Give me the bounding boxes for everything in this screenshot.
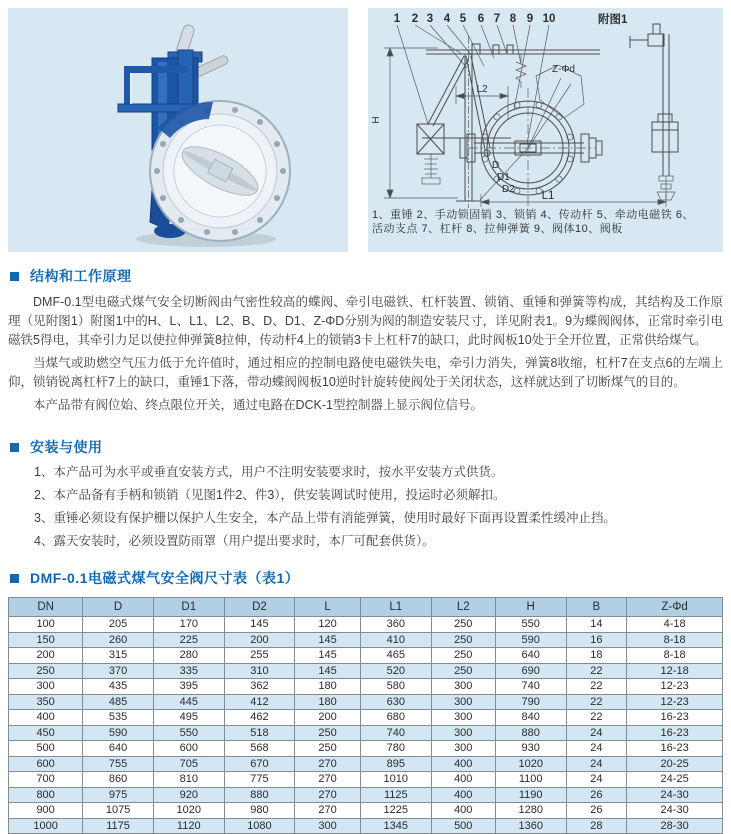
dim-label-d: D bbox=[492, 160, 500, 171]
table-cell: 24 bbox=[566, 741, 627, 757]
column-header: D bbox=[83, 598, 154, 617]
table-cell: 335 bbox=[153, 663, 224, 679]
table-row bbox=[9, 617, 723, 633]
table-cell: 12-18 bbox=[627, 663, 723, 679]
table-cell: 520 bbox=[360, 663, 431, 679]
dim-label-h: H bbox=[371, 116, 382, 124]
table-body bbox=[9, 617, 723, 834]
table-cell: 1075 bbox=[83, 803, 154, 819]
table-cell: 550 bbox=[495, 617, 566, 633]
table-cell: 400 bbox=[431, 756, 495, 772]
table-cell: 400 bbox=[431, 787, 495, 803]
table-cell: 250 bbox=[431, 617, 495, 633]
table-cell: 1125 bbox=[360, 787, 431, 803]
table-cell: 920 bbox=[153, 787, 224, 803]
table-cell: 500 bbox=[431, 818, 495, 834]
table-cell: 260 bbox=[83, 632, 154, 648]
table-cell: 145 bbox=[295, 648, 361, 664]
table-cell: 1020 bbox=[495, 756, 566, 772]
table-cell: 100 bbox=[9, 617, 83, 633]
figure-caption-line1: 1、重锤 2、手动锁固销 3、锁销 4、传动杆 5、牵动电磁铁 6、 bbox=[372, 209, 694, 221]
section-header bbox=[10, 266, 723, 286]
table-cell: 895 bbox=[360, 756, 431, 772]
section-title: 安装与使用 bbox=[30, 439, 103, 455]
table-cell: 250 bbox=[431, 648, 495, 664]
table-cell: 250 bbox=[431, 632, 495, 648]
figure-panel bbox=[368, 8, 723, 252]
table-cell: 810 bbox=[153, 772, 224, 788]
table-cell: 412 bbox=[224, 694, 295, 710]
table-cell: 26 bbox=[566, 787, 627, 803]
table-cell: 1225 bbox=[360, 803, 431, 819]
top-panels bbox=[8, 8, 723, 252]
table-cell: 16-23 bbox=[627, 741, 723, 757]
table-cell: 200 bbox=[224, 632, 295, 648]
part-number-label: 3 bbox=[426, 13, 434, 25]
table-cell: 145 bbox=[295, 663, 361, 679]
table-cell: 205 bbox=[83, 617, 154, 633]
table-cell: 170 bbox=[153, 617, 224, 633]
table-cell: 270 bbox=[295, 803, 361, 819]
table-cell: 370 bbox=[83, 663, 154, 679]
install-item: 3、重锤必须设有保护栅以保护人生安全，本产品上带有消能弹簧，使用时最好下面再设置柔性缓冲止挡。 bbox=[34, 511, 616, 525]
table-cell: 1360 bbox=[495, 818, 566, 834]
table-cell: 28-30 bbox=[627, 818, 723, 834]
table-cell: 16-23 bbox=[627, 710, 723, 726]
table-cell: 300 bbox=[431, 725, 495, 741]
table-cell: 255 bbox=[224, 648, 295, 664]
table-cell: 24-30 bbox=[627, 803, 723, 819]
table-cell: 14 bbox=[566, 617, 627, 633]
table-row bbox=[9, 787, 723, 803]
table-cell: 250 bbox=[295, 725, 361, 741]
table-row bbox=[9, 818, 723, 834]
table-cell: 410 bbox=[360, 632, 431, 648]
table-cell: 550 bbox=[153, 725, 224, 741]
section-header bbox=[10, 568, 723, 588]
section-structure bbox=[8, 266, 723, 415]
table-header-row bbox=[9, 598, 723, 617]
table-row bbox=[9, 679, 723, 695]
table-cell: 1280 bbox=[495, 803, 566, 819]
table-cell: 1345 bbox=[360, 818, 431, 834]
table-cell: 700 bbox=[9, 772, 83, 788]
table-cell: 145 bbox=[224, 617, 295, 633]
table-cell: 225 bbox=[153, 632, 224, 648]
table-cell: 18 bbox=[566, 648, 627, 664]
table-cell: 1100 bbox=[495, 772, 566, 788]
table-cell: 300 bbox=[295, 818, 361, 834]
table-cell: 640 bbox=[83, 741, 154, 757]
table-cell: 1190 bbox=[495, 787, 566, 803]
table-cell: 250 bbox=[431, 663, 495, 679]
figure-label: 附图1 bbox=[598, 14, 628, 26]
section-title: 结构和工作原理 bbox=[30, 268, 132, 284]
dim-label-l2: L2 bbox=[476, 84, 488, 95]
table-cell: 250 bbox=[295, 741, 361, 757]
table-cell: 22 bbox=[566, 710, 627, 726]
table-cell: 150 bbox=[9, 632, 83, 648]
table-cell: 465 bbox=[360, 648, 431, 664]
table-cell: 740 bbox=[495, 679, 566, 695]
table-cell: 450 bbox=[9, 725, 83, 741]
table-cell: 315 bbox=[83, 648, 154, 664]
column-header: L2 bbox=[431, 598, 495, 617]
column-header: D2 bbox=[224, 598, 295, 617]
table-cell: 310 bbox=[224, 663, 295, 679]
table-cell: 670 bbox=[224, 756, 295, 772]
table-cell: 600 bbox=[9, 756, 83, 772]
table-row bbox=[9, 803, 723, 819]
table-cell: 180 bbox=[295, 694, 361, 710]
figure-caption bbox=[368, 208, 723, 236]
table-cell: 580 bbox=[360, 679, 431, 695]
dim-label-d2: D2 bbox=[502, 184, 515, 195]
figure-caption-line2: 活动支点 7、杠杆 8、拉伸弹簧 9、阀体10、阀板 bbox=[372, 222, 623, 235]
table-cell: 680 bbox=[360, 710, 431, 726]
section-header bbox=[10, 437, 723, 457]
table-cell: 300 bbox=[431, 710, 495, 726]
part-number-label: 6 bbox=[477, 13, 485, 25]
dim-label-zfd: Z-Φd bbox=[552, 64, 575, 75]
table-cell: 270 bbox=[295, 787, 361, 803]
table-cell: 12-23 bbox=[627, 694, 723, 710]
column-header: DN bbox=[9, 598, 83, 617]
table-cell: 145 bbox=[295, 632, 361, 648]
section-bullet-icon bbox=[10, 443, 19, 452]
table-cell: 395 bbox=[153, 679, 224, 695]
section-install bbox=[8, 437, 723, 550]
table-cell: 568 bbox=[224, 741, 295, 757]
table-cell: 518 bbox=[224, 725, 295, 741]
table-cell: 8-18 bbox=[627, 632, 723, 648]
product-photo bbox=[8, 8, 348, 252]
column-header: B bbox=[566, 598, 627, 617]
structure-paragraph-1: DMF-0.1型电磁式煤气安全切断阀由气密性较高的蝶阀、牵引电磁铁、杠杆装置、锁销、重锤和弹簧等构成，其结构及工作原理（见附图1）附图1中的H、L、L1、L2、B、D、D1、Z-ΦD分别为阀的制造安装尺寸，详见附表1。9为蝶阀阀体，正常时牵引电磁铁5得电，其牵引力足以使拉伸弹簧8拉伸，传动杆4上的锁销3卡上杠杆7的缺口，此时阀板10处于全开位置，正常供给煤气。 bbox=[8, 295, 723, 347]
section-bullet-icon bbox=[10, 272, 19, 281]
column-header: L1 bbox=[360, 598, 431, 617]
table-cell: 24-30 bbox=[627, 787, 723, 803]
table-cell: 26 bbox=[566, 803, 627, 819]
table-cell: 16 bbox=[566, 632, 627, 648]
table-cell: 280 bbox=[153, 648, 224, 664]
table-cell: 4-18 bbox=[627, 617, 723, 633]
table-row bbox=[9, 648, 723, 664]
table-cell: 900 bbox=[9, 803, 83, 819]
table-cell: 880 bbox=[224, 787, 295, 803]
table-cell: 1120 bbox=[153, 818, 224, 834]
table-cell: 400 bbox=[431, 803, 495, 819]
table-cell: 362 bbox=[224, 679, 295, 695]
table-cell: 400 bbox=[9, 710, 83, 726]
table-cell: 975 bbox=[83, 787, 154, 803]
table-cell: 300 bbox=[9, 679, 83, 695]
structure-paragraph-3: 本产品带有阀位始、终点限位开关，通过电路在DCK-1型控制器上显示阀位信号。 bbox=[33, 398, 484, 412]
table-cell: 800 bbox=[9, 787, 83, 803]
table-cell: 1000 bbox=[9, 818, 83, 834]
dim-label-d1: D1 bbox=[497, 172, 510, 183]
table-cell: 445 bbox=[153, 694, 224, 710]
table-cell: 300 bbox=[431, 694, 495, 710]
product-photo-panel bbox=[8, 8, 348, 252]
table-cell: 740 bbox=[360, 725, 431, 741]
table-cell: 300 bbox=[431, 679, 495, 695]
table-cell: 980 bbox=[224, 803, 295, 819]
column-header: L bbox=[295, 598, 361, 617]
table-row bbox=[9, 741, 723, 757]
table-cell: 22 bbox=[566, 694, 627, 710]
table-row bbox=[9, 725, 723, 741]
table-cell: 630 bbox=[360, 694, 431, 710]
install-item: 2、本产品备有手柄和锁销（见图1件2、件3），供安装调试时使用，投运时必须解扣。 bbox=[34, 488, 506, 502]
part-number-label: 2 bbox=[411, 13, 419, 25]
table-cell: 780 bbox=[360, 741, 431, 757]
table-cell: 690 bbox=[495, 663, 566, 679]
table-cell: 600 bbox=[153, 741, 224, 757]
table-title: DMF-0.1电磁式煤气安全阀尺寸表（表1） bbox=[30, 570, 300, 586]
table-cell: 535 bbox=[83, 710, 154, 726]
table-cell: 24 bbox=[566, 725, 627, 741]
dimension-table bbox=[8, 597, 723, 834]
table-cell: 790 bbox=[495, 694, 566, 710]
table-cell: 435 bbox=[83, 679, 154, 695]
table-row bbox=[9, 663, 723, 679]
table-cell: 495 bbox=[153, 710, 224, 726]
column-header: Z-Φd bbox=[627, 598, 723, 617]
column-header: H bbox=[495, 598, 566, 617]
table-row bbox=[9, 694, 723, 710]
part-number-label: 7 bbox=[493, 13, 501, 25]
section-bullet-icon bbox=[10, 574, 19, 583]
table-row bbox=[9, 772, 723, 788]
table-cell: 462 bbox=[224, 710, 295, 726]
section-dimension-table bbox=[8, 568, 723, 834]
table-row bbox=[9, 756, 723, 772]
table-cell: 1010 bbox=[360, 772, 431, 788]
table-cell: 28 bbox=[566, 818, 627, 834]
table-cell: 640 bbox=[495, 648, 566, 664]
table-cell: 590 bbox=[83, 725, 154, 741]
table-cell: 930 bbox=[495, 741, 566, 757]
table-cell: 880 bbox=[495, 725, 566, 741]
table-cell: 860 bbox=[83, 772, 154, 788]
structure-paragraph-2: 当煤气或助燃空气压力低于允许值时，通过相应的控制电路使电磁铁失电，牵引力消失，弹簧8收缩，杠杆7在支点6的左端上仰，锁销锐离杠杆7上的缺口，重锤1下落，带动蝶阀阀板10逆时针旋转使阀处于关闭状态，这样就达到了切断煤气的目的。 bbox=[8, 356, 723, 389]
table-cell: 200 bbox=[295, 710, 361, 726]
table-cell: 200 bbox=[9, 648, 83, 664]
table-cell: 300 bbox=[431, 741, 495, 757]
part-number-label: 5 bbox=[459, 13, 467, 25]
table-cell: 24 bbox=[566, 756, 627, 772]
install-item: 4、露天安装时，必须设置防雨罩（用户提出要求时，本厂可配套供货）。 bbox=[34, 534, 435, 548]
table-cell: 250 bbox=[9, 663, 83, 679]
table-cell: 8-18 bbox=[627, 648, 723, 664]
table-cell: 400 bbox=[431, 772, 495, 788]
table-cell: 500 bbox=[9, 741, 83, 757]
table-cell: 1080 bbox=[224, 818, 295, 834]
table-cell: 360 bbox=[360, 617, 431, 633]
install-list bbox=[8, 464, 723, 550]
part-number-label: 4 bbox=[443, 13, 451, 25]
table-cell: 590 bbox=[495, 632, 566, 648]
dim-label-l1: L1 bbox=[541, 190, 555, 202]
install-item: 1、本产品可为水平或垂直安装方式，用户不注明安装要求时，按水平安装方式供货。 bbox=[34, 465, 504, 479]
table-cell: 20-25 bbox=[627, 756, 723, 772]
table-cell: 24 bbox=[566, 772, 627, 788]
table-cell: 12-23 bbox=[627, 679, 723, 695]
valve-diagram bbox=[368, 8, 723, 208]
table-cell: 120 bbox=[295, 617, 361, 633]
table-row bbox=[9, 632, 723, 648]
table-cell: 775 bbox=[224, 772, 295, 788]
table-cell: 16-23 bbox=[627, 725, 723, 741]
table-cell: 1175 bbox=[83, 818, 154, 834]
table-cell: 350 bbox=[9, 694, 83, 710]
part-number-label: 10 bbox=[542, 13, 556, 25]
table-row bbox=[9, 710, 723, 726]
table-cell: 840 bbox=[495, 710, 566, 726]
table-cell: 485 bbox=[83, 694, 154, 710]
table-cell: 705 bbox=[153, 756, 224, 772]
table-cell: 22 bbox=[566, 679, 627, 695]
part-number-label: 9 bbox=[526, 13, 534, 25]
part-number-label: 8 bbox=[509, 13, 517, 25]
column-header: D1 bbox=[153, 598, 224, 617]
part-number-label: 1 bbox=[393, 13, 401, 25]
table-cell: 24-25 bbox=[627, 772, 723, 788]
table-cell: 270 bbox=[295, 756, 361, 772]
table-cell: 755 bbox=[83, 756, 154, 772]
table-cell: 1020 bbox=[153, 803, 224, 819]
table-cell: 22 bbox=[566, 663, 627, 679]
table-cell: 270 bbox=[295, 772, 361, 788]
table-cell: 180 bbox=[295, 679, 361, 695]
